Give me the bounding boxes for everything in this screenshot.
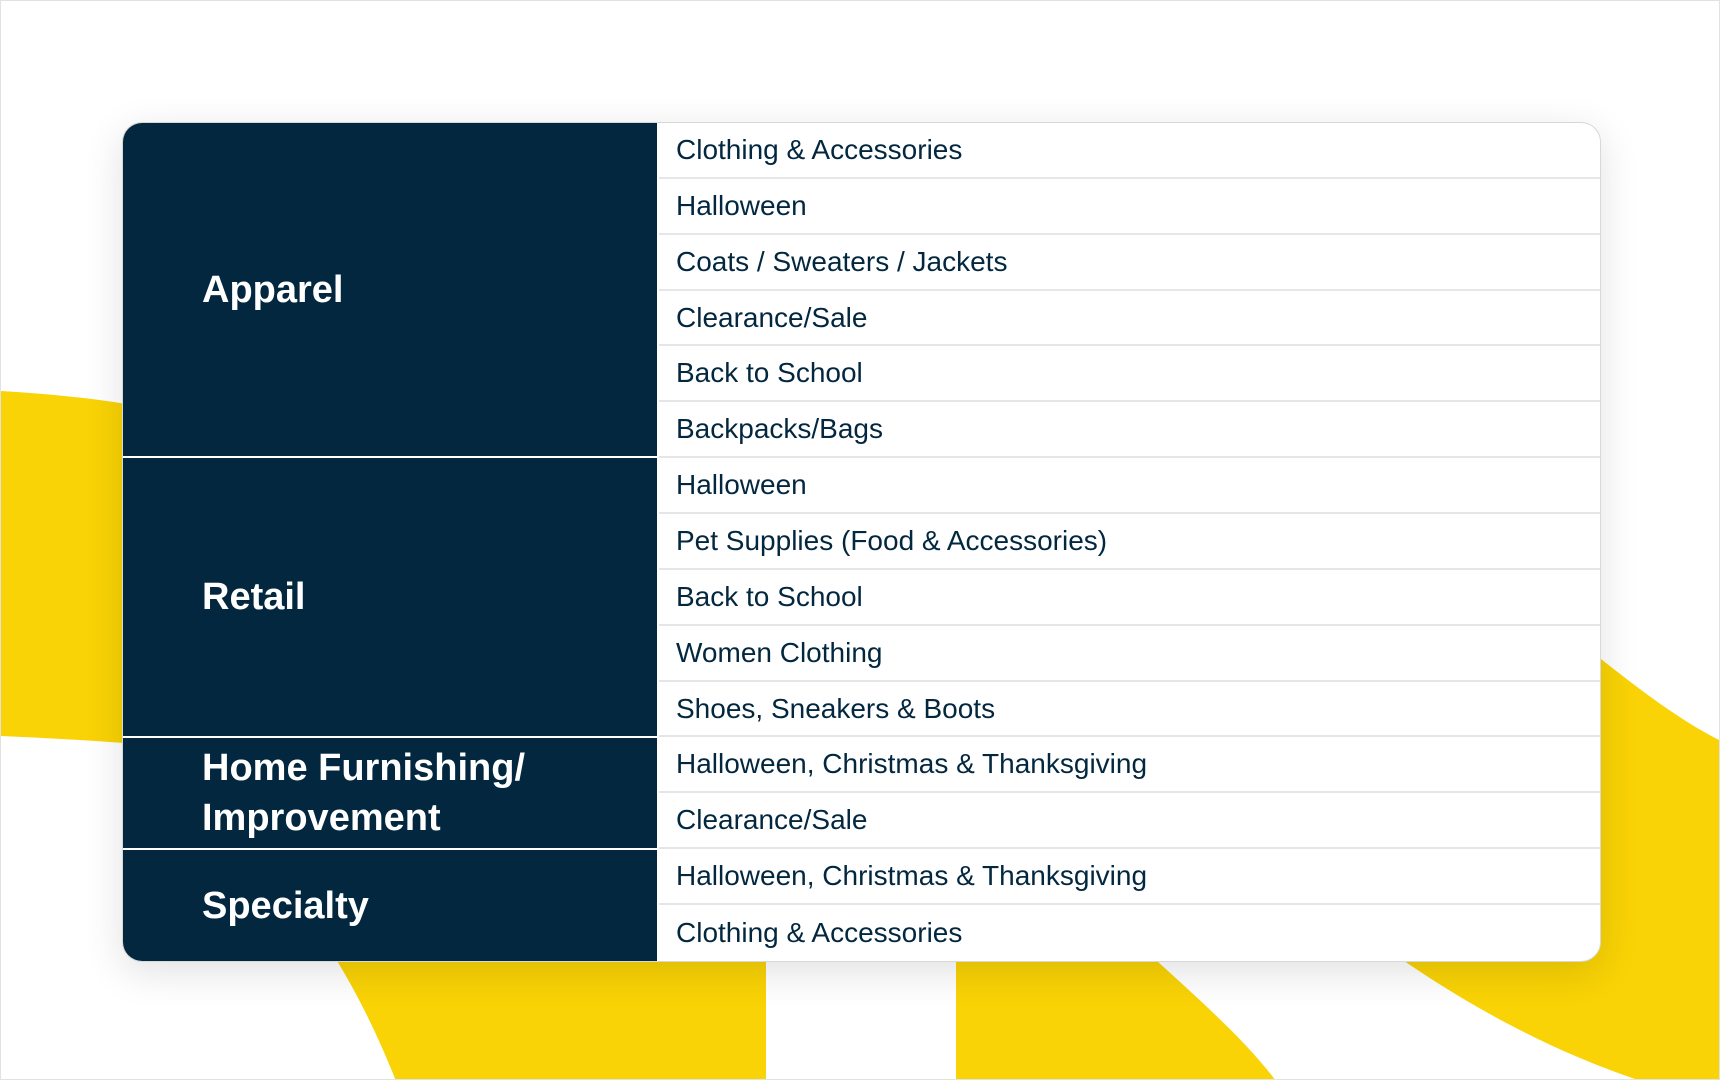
group-label: Specialty xyxy=(202,884,369,927)
group-cell-apparel xyxy=(123,123,657,458)
group-label: Home Furnishing/ Improvement xyxy=(202,747,525,839)
group-cell-home-furnishing xyxy=(123,738,657,850)
table-row xyxy=(659,626,1600,682)
item-label: Clothing & Accessories xyxy=(676,133,963,165)
item-label: Coats / Sweaters / Jackets xyxy=(676,245,1008,277)
table-row xyxy=(659,402,1600,458)
table-row xyxy=(659,682,1600,738)
group-cell-retail xyxy=(123,458,657,738)
item-label: Shoes, Sneakers & Boots xyxy=(676,692,996,724)
table-row xyxy=(659,346,1600,402)
bottom-yellow-arc-left xyxy=(331,951,766,1080)
table-row xyxy=(659,737,1600,793)
item-label: Back to School xyxy=(676,357,863,389)
table-row xyxy=(659,849,1600,905)
category-table xyxy=(122,122,1601,962)
item-label: Halloween xyxy=(676,469,807,501)
item-label: Backpacks/Bags xyxy=(676,413,883,445)
item-label: Clearance/Sale xyxy=(676,301,868,333)
item-label: Pet Supplies (Food & Accessories) xyxy=(676,524,1108,556)
table-row xyxy=(659,793,1600,849)
table-row xyxy=(659,179,1600,235)
group-cell-specialty xyxy=(123,850,657,961)
table-row xyxy=(659,905,1600,961)
item-label: Women Clothing xyxy=(676,636,883,668)
item-column xyxy=(657,123,1600,961)
table-row xyxy=(659,570,1600,626)
group-label: Retail xyxy=(202,576,306,618)
bottom-yellow-arc-right xyxy=(956,951,1276,1080)
item-label: Halloween, Christmas & Thanksgiving xyxy=(676,748,1148,780)
item-label: Halloween, Christmas & Thanksgiving xyxy=(676,860,1148,892)
table-row xyxy=(659,123,1600,179)
item-label: Clothing & Accessories xyxy=(676,916,963,948)
item-label: Clearance/Sale xyxy=(676,804,868,836)
table-row xyxy=(659,458,1600,514)
table-row xyxy=(659,291,1600,347)
table-row xyxy=(659,514,1600,570)
group-label: Apparel xyxy=(202,268,344,311)
table-row xyxy=(659,235,1600,291)
group-column xyxy=(123,123,657,961)
item-label: Back to School xyxy=(676,580,863,612)
item-label: Halloween xyxy=(676,189,807,221)
